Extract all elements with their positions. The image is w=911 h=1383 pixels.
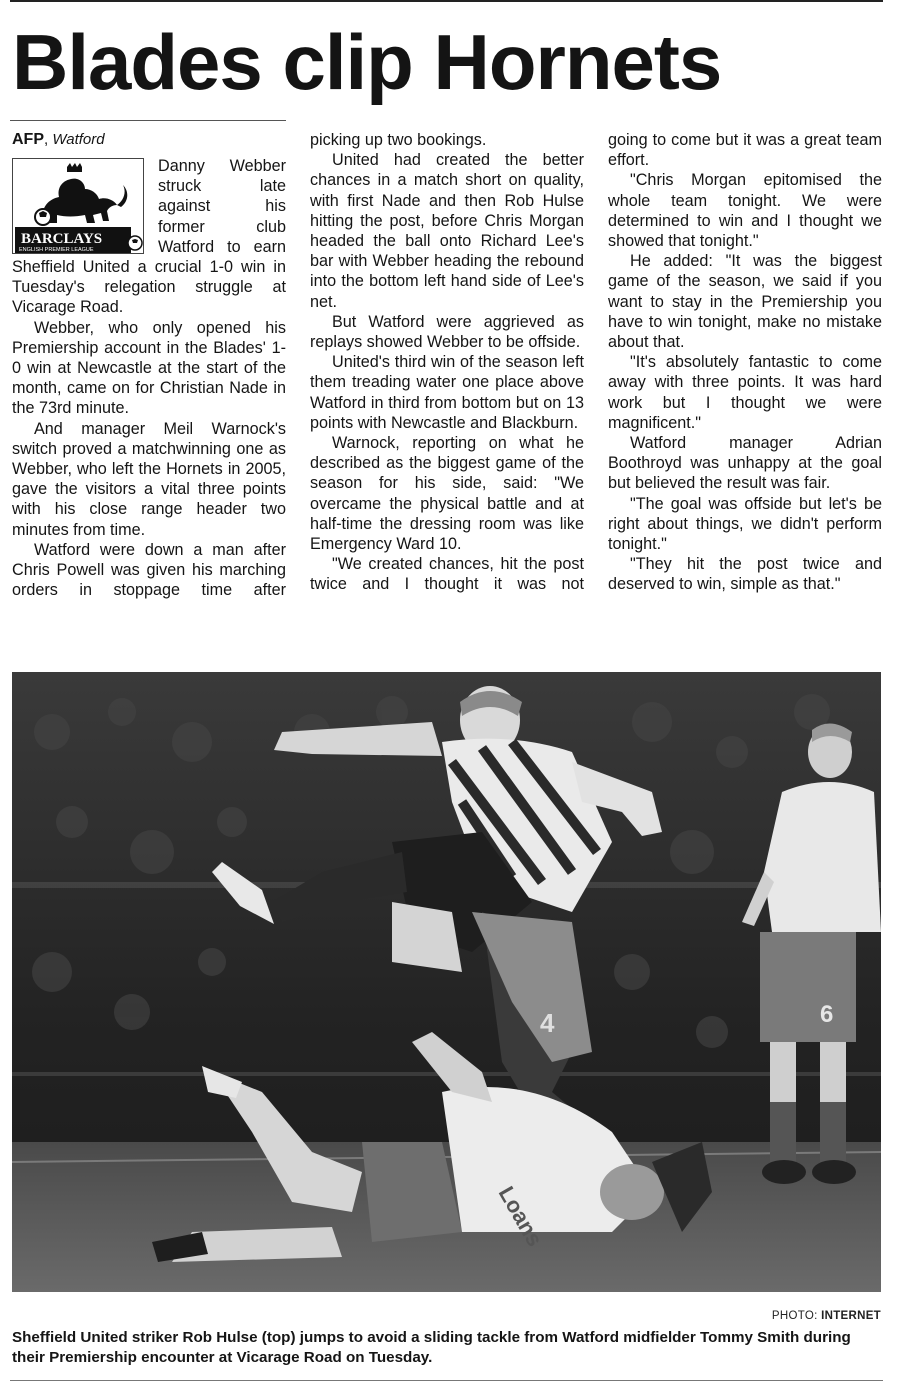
paragraph-8: Warnock, reporting on what he described as the biggest game of the season for his side, said: "We overcame the physical battle and at half-time the dressing room was like Emergency Ward 10. [310, 434, 584, 554]
paragraph-9-start: "We created chances, hit the post twice and I thought it was not [310, 555, 584, 594]
paragraph-4-start: Watford were down a man after Chris Powell was given his marching orders in stoppage time after [12, 540, 286, 600]
paragraph-9-end: going to come but it was a great team effort. [608, 131, 882, 170]
logo-league-text: ENGLISH PREMIER LEAGUE [19, 247, 94, 253]
column-rule [10, 120, 286, 121]
paragraph-2: Webber, who only opened his Premiership account in the Blades' 1-0 win at Newcastle at the start of the month, came on for Christian Nade in the 73rd minute. [12, 318, 286, 418]
sponsor-text: Loans [493, 1182, 548, 1251]
article-column-3 [608, 130, 882, 595]
top-rule [10, 0, 883, 2]
paragraph-12: "It's absolutely fantastic to come away with three points. It was hard work but I thought we were magnificent." [608, 353, 882, 432]
lion-crest-icon [13, 159, 144, 254]
photo-caption: Sheffield United striker Rob Hulse (top) jumps to avoid a sliding tackle from Watford midfielder Tommy Smith during their Premiership encounter at Vicarage Road on Tuesday. [12, 1329, 851, 1366]
paragraph-6: But Watford were aggrieved as replays showed Webber to be offside. [310, 312, 584, 352]
headline: Blades clip Hornets [12, 18, 722, 106]
premier-league-logo [12, 158, 144, 254]
logo-brand-text: BARCLAYS [21, 231, 103, 247]
byline-location: Watford [52, 131, 105, 148]
photo-credit-source: INTERNET [821, 1310, 881, 1322]
paragraph-14: "The goal was offside but let's be right about things, we didn't perform tonight." [608, 494, 882, 554]
shirt-number-6: 6 [820, 1001, 834, 1028]
paragraph-1: Danny Webber struck late against his former club Watford to earn Sheffield United a crucial 1-0 win in Tuesday's relegation struggle at Vicarage Road. [12, 157, 286, 317]
football-action-image [12, 672, 881, 1292]
article-column-2 [310, 130, 584, 595]
shirt-number-4: 4 [540, 1008, 555, 1038]
photo-credit [772, 1310, 881, 1322]
paragraph-13: Watford manager Adrian Boothroyd was unhappy at the goal but believed the result was fair. [608, 434, 882, 493]
article-column-1 [12, 130, 286, 600]
paragraph-10: "Chris Morgan epitomised the whole team tonight. We were determined to win and I thought we showed that tonight." [608, 171, 882, 251]
byline-agency: AFP [12, 131, 44, 148]
bottom-rule [10, 1380, 883, 1381]
paragraph-11: He added: "It was the biggest game of the season, we said if you want to stay in the Premiership you have to win tonight, make no mistake about that. [608, 252, 882, 352]
paragraph-3: And manager Meil Warnock's switch proved a matchwinning one as Webber, who left the Hornets in 2005, gave the visitors a vital three points with his close range header two minutes from time. [12, 419, 286, 539]
paragraph-15: "They hit the post twice and deserved to win, simple as that." [608, 555, 882, 594]
match-photo [12, 672, 881, 1292]
photo-credit-label: PHOTO: [771, 1310, 818, 1322]
paragraph-4-end: picking up two bookings. [310, 131, 487, 149]
paragraph-5: United had created the better chances in a match short on quality, with first Nade and then Rob Hulse hitting the post, before Chris Morgan headed the ball onto Richard Lee's bar with Webber heading the rebound into the bottom left hand side of Lee's net. [310, 151, 584, 311]
byline: AFP, Watford [12, 131, 105, 148]
paragraph-7: United's third win of the season left them treading water one place above Watford in third from bottom but on 13 points with Newcastle and Blackburn. [310, 353, 584, 432]
